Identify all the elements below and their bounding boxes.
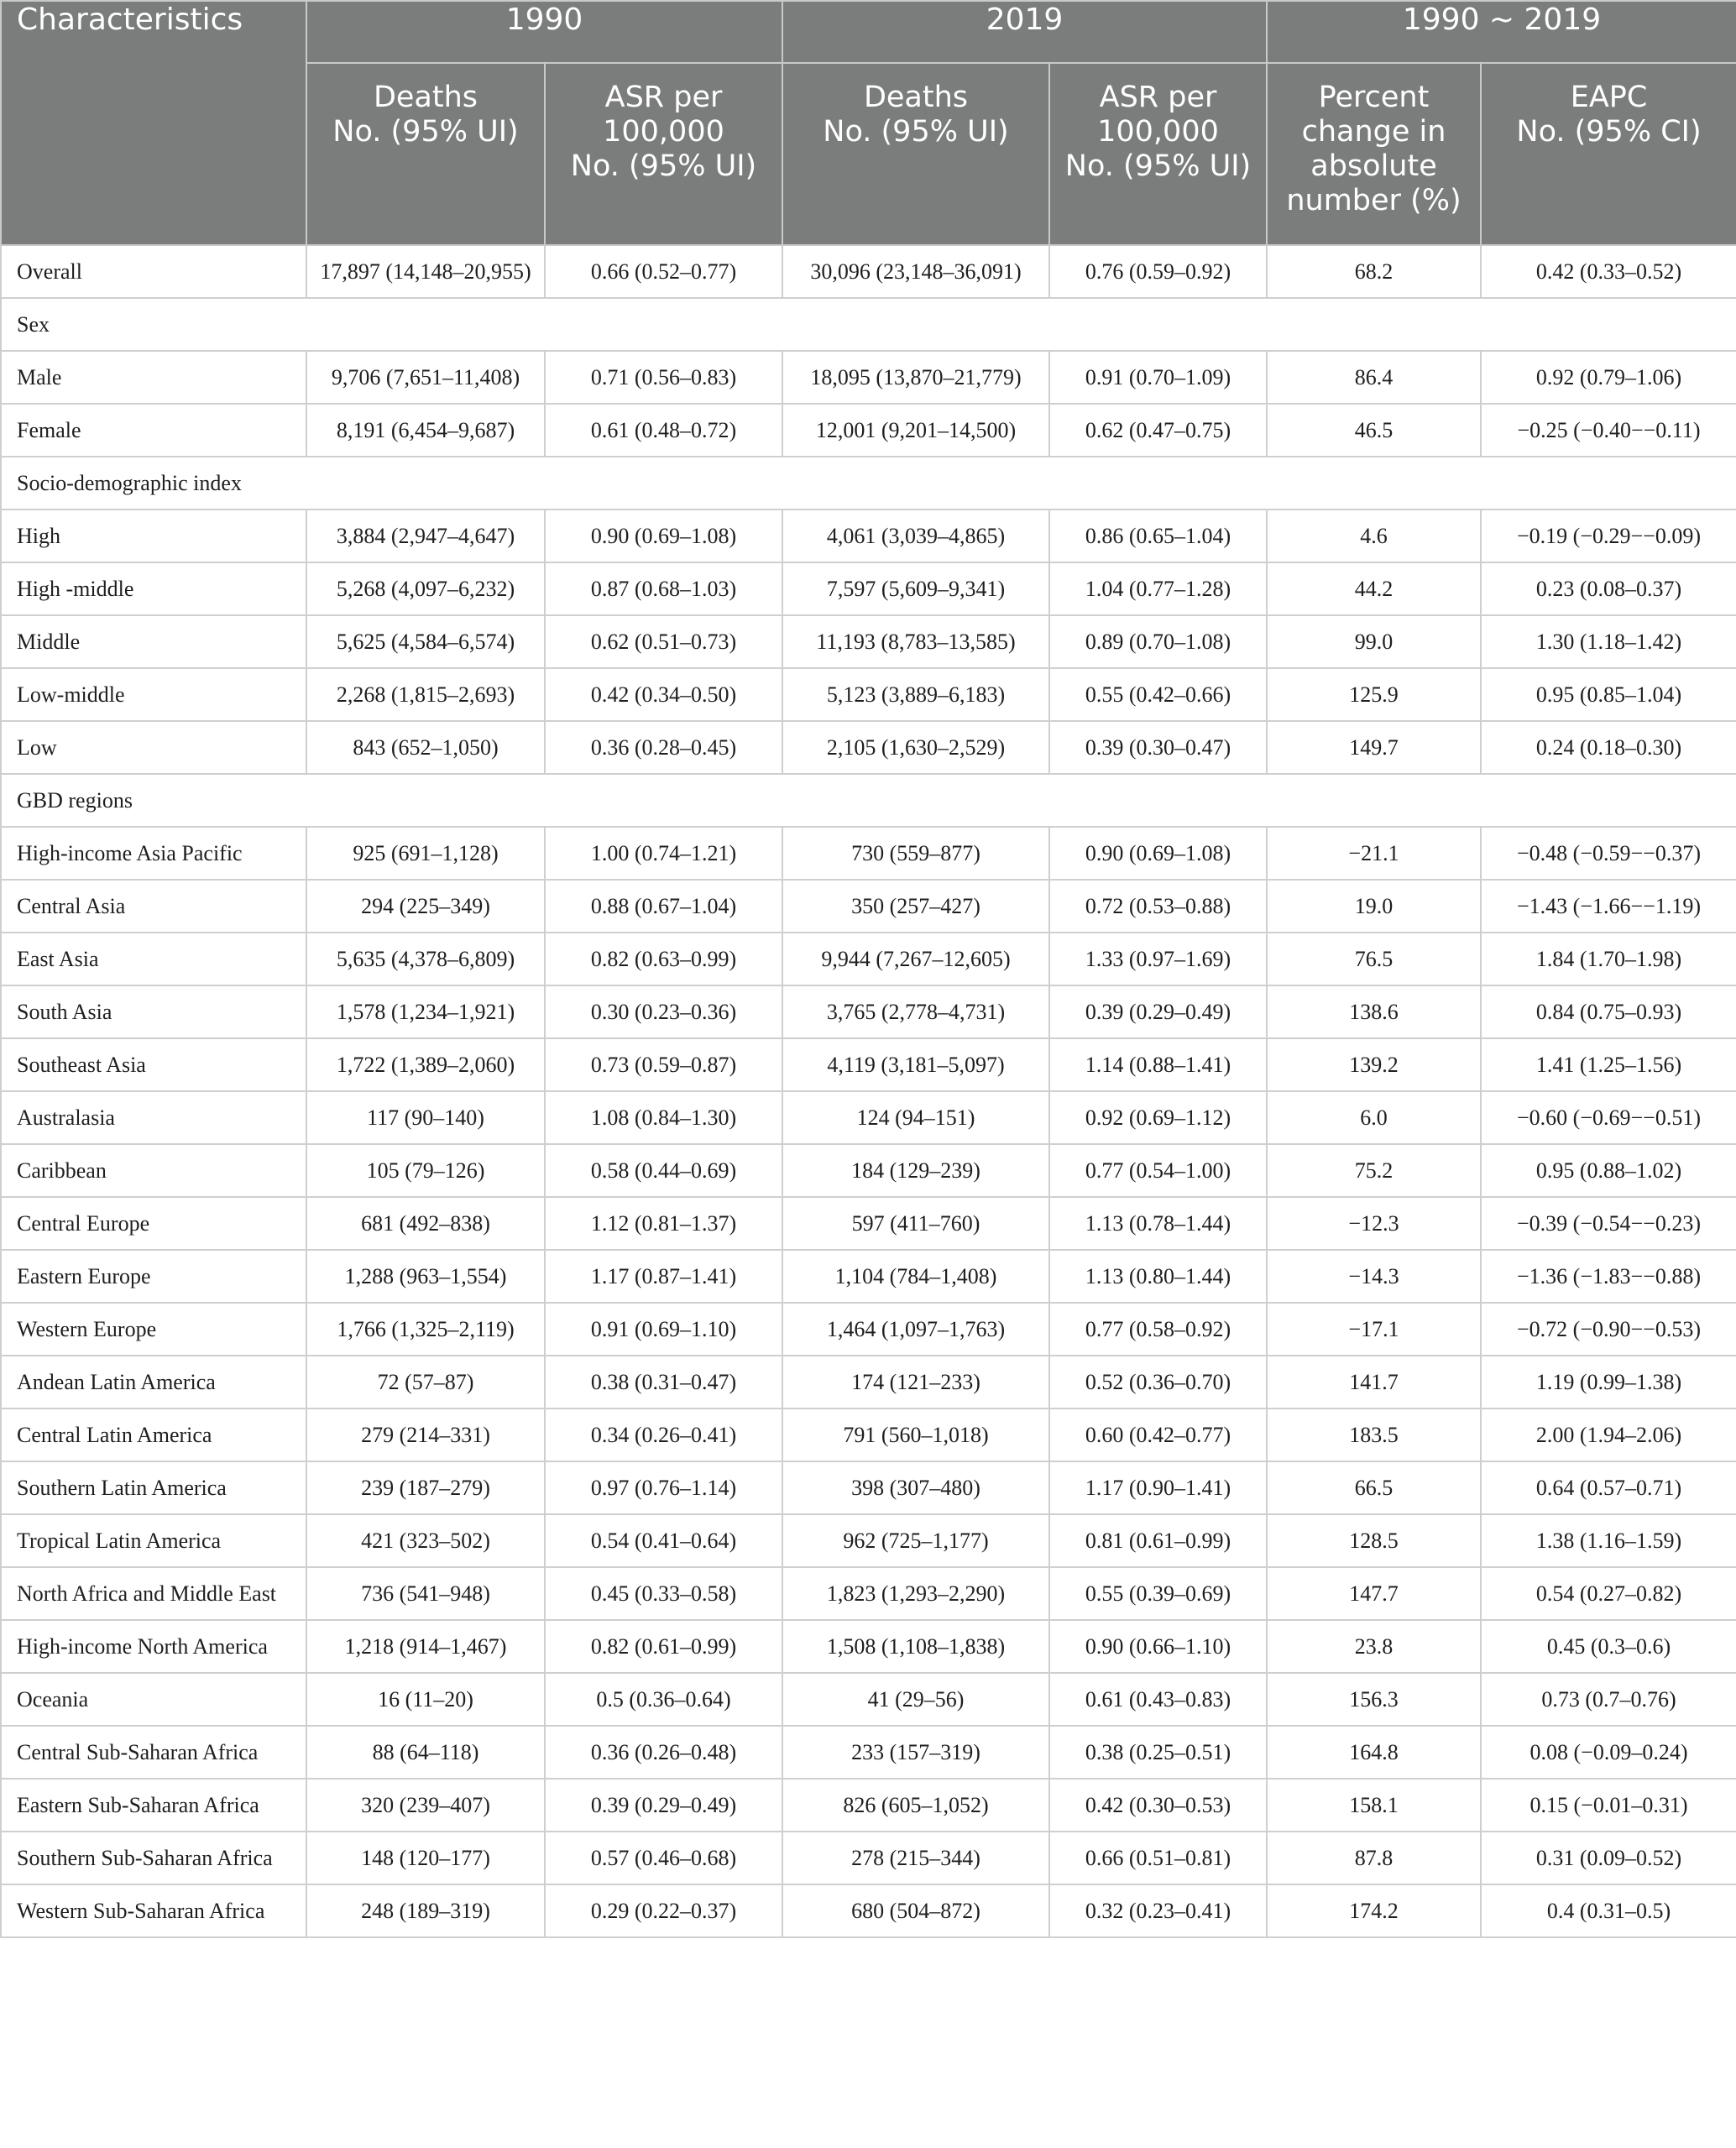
cell-eapc: −1.36 (−1.83−−0.88) xyxy=(1481,1250,1736,1303)
cell-characteristic: Western Sub-Saharan Africa xyxy=(1,1884,306,1937)
cell-percent-change: 147.7 xyxy=(1267,1567,1481,1620)
cell-characteristic: High xyxy=(1,510,306,562)
cell-deaths-1990: 3,884 (2,947–4,647) xyxy=(306,510,545,562)
cell-asr-1990: 0.57 (0.46–0.68) xyxy=(545,1832,782,1884)
cell-eapc: 0.64 (0.57–0.71) xyxy=(1481,1461,1736,1514)
cell-characteristic: Andean Latin America xyxy=(1,1356,306,1408)
section-label: Socio-demographic index xyxy=(1,457,1736,510)
cell-eapc: 1.30 (1.18–1.42) xyxy=(1481,615,1736,668)
header-line: Deaths xyxy=(863,81,969,114)
cell-percent-change: 75.2 xyxy=(1267,1144,1481,1197)
cell-asr-1990: 0.42 (0.34–0.50) xyxy=(545,668,782,721)
cell-deaths-2019: 2,105 (1,630–2,529) xyxy=(782,721,1049,774)
cell-deaths-1990: 1,578 (1,234–1,921) xyxy=(306,985,545,1038)
cell-characteristic: South Asia xyxy=(1,985,306,1038)
cell-percent-change: 86.4 xyxy=(1267,351,1481,404)
cell-asr-2019: 0.62 (0.47–0.75) xyxy=(1049,404,1267,457)
cell-deaths-2019: 9,944 (7,267–12,605) xyxy=(782,933,1049,985)
cell-characteristic: Western Europe xyxy=(1,1303,306,1356)
cell-asr-1990: 1.08 (0.84–1.30) xyxy=(545,1091,782,1144)
header-line: No. (95% UI) xyxy=(332,115,519,149)
cell-deaths-1990: 5,268 (4,097–6,232) xyxy=(306,562,545,615)
section-row xyxy=(1,457,1736,510)
cell-asr-2019: 0.60 (0.42–0.77) xyxy=(1049,1408,1267,1461)
header-line: Percent xyxy=(1318,81,1430,114)
cell-asr-1990: 0.87 (0.68–1.03) xyxy=(545,562,782,615)
cell-eapc: 1.19 (0.99–1.38) xyxy=(1481,1356,1736,1408)
cell-asr-1990: 1.17 (0.87–1.41) xyxy=(545,1250,782,1303)
cell-percent-change: 4.6 xyxy=(1267,510,1481,562)
table-row xyxy=(1,1197,1736,1250)
header-deaths-1990 xyxy=(306,63,545,245)
cell-eapc: 0.95 (0.88–1.02) xyxy=(1481,1144,1736,1197)
table-row xyxy=(1,1673,1736,1726)
table-row xyxy=(1,827,1736,880)
cell-characteristic: Central Europe xyxy=(1,1197,306,1250)
cell-deaths-1990: 105 (79–126) xyxy=(306,1144,545,1197)
cell-asr-2019: 0.77 (0.54–1.00) xyxy=(1049,1144,1267,1197)
table-row xyxy=(1,1884,1736,1937)
cell-asr-2019: 0.32 (0.23–0.41) xyxy=(1049,1884,1267,1937)
cell-percent-change: 6.0 xyxy=(1267,1091,1481,1144)
cell-asr-1990: 0.73 (0.59–0.87) xyxy=(545,1038,782,1091)
cell-deaths-1990: 279 (214–331) xyxy=(306,1408,545,1461)
cell-percent-change: −14.3 xyxy=(1267,1250,1481,1303)
cell-percent-change: 99.0 xyxy=(1267,615,1481,668)
table-row xyxy=(1,1620,1736,1673)
cell-deaths-1990: 736 (541–948) xyxy=(306,1567,545,1620)
cell-deaths-2019: 124 (94–151) xyxy=(782,1091,1049,1144)
header-percent-change xyxy=(1267,63,1481,245)
cell-characteristic: Female xyxy=(1,404,306,457)
cell-asr-2019: 0.39 (0.30–0.47) xyxy=(1049,721,1267,774)
cell-deaths-1990: 2,268 (1,815–2,693) xyxy=(306,668,545,721)
cell-deaths-1990: 88 (64–118) xyxy=(306,1726,545,1779)
table-row xyxy=(1,668,1736,721)
cell-asr-2019: 0.77 (0.58–0.92) xyxy=(1049,1303,1267,1356)
cell-characteristic: North Africa and Middle East xyxy=(1,1567,306,1620)
cell-asr-2019: 0.92 (0.69–1.12) xyxy=(1049,1091,1267,1144)
cell-deaths-1990: 294 (225–349) xyxy=(306,880,545,933)
cell-characteristic: Central Latin America xyxy=(1,1408,306,1461)
section-label: Sex xyxy=(1,298,1736,351)
cell-asr-1990: 0.71 (0.56–0.83) xyxy=(545,351,782,404)
cell-eapc: 0.23 (0.08–0.37) xyxy=(1481,562,1736,615)
cell-deaths-2019: 826 (605–1,052) xyxy=(782,1779,1049,1832)
cell-characteristic: Eastern Europe xyxy=(1,1250,306,1303)
table-row xyxy=(1,1250,1736,1303)
cell-asr-1990: 0.91 (0.69–1.10) xyxy=(545,1303,782,1356)
table-row xyxy=(1,1303,1736,1356)
cell-characteristic: Southern Latin America xyxy=(1,1461,306,1514)
cell-characteristic: Middle xyxy=(1,615,306,668)
cell-deaths-1990: 1,288 (963–1,554) xyxy=(306,1250,545,1303)
cell-asr-2019: 0.72 (0.53–0.88) xyxy=(1049,880,1267,933)
cell-asr-1990: 0.45 (0.33–0.58) xyxy=(545,1567,782,1620)
header-eapc xyxy=(1481,63,1736,245)
table-row xyxy=(1,1091,1736,1144)
cell-asr-2019: 0.89 (0.70–1.08) xyxy=(1049,615,1267,668)
cell-characteristic: Central Asia xyxy=(1,880,306,933)
cell-eapc: 0.95 (0.85–1.04) xyxy=(1481,668,1736,721)
table-row xyxy=(1,1514,1736,1567)
cell-percent-change: 164.8 xyxy=(1267,1726,1481,1779)
cell-asr-1990: 0.36 (0.28–0.45) xyxy=(545,721,782,774)
header-line: 100,000 xyxy=(603,115,724,149)
cell-asr-1990: 0.97 (0.76–1.14) xyxy=(545,1461,782,1514)
cell-percent-change: 125.9 xyxy=(1267,668,1481,721)
cell-deaths-2019: 3,765 (2,778–4,731) xyxy=(782,985,1049,1038)
cell-percent-change: 87.8 xyxy=(1267,1832,1481,1884)
cell-percent-change: −12.3 xyxy=(1267,1197,1481,1250)
cell-percent-change: 158.1 xyxy=(1267,1779,1481,1832)
cell-asr-1990: 0.62 (0.51–0.73) xyxy=(545,615,782,668)
cell-characteristic: Southern Sub-Saharan Africa xyxy=(1,1832,306,1884)
table-row xyxy=(1,1144,1736,1197)
cell-asr-2019: 0.61 (0.43–0.83) xyxy=(1049,1673,1267,1726)
cell-deaths-1990: 925 (691–1,128) xyxy=(306,827,545,880)
cell-percent-change: 66.5 xyxy=(1267,1461,1481,1514)
cell-eapc: 1.41 (1.25–1.56) xyxy=(1481,1038,1736,1091)
cell-characteristic: Low-middle xyxy=(1,668,306,721)
cell-asr-1990: 0.82 (0.61–0.99) xyxy=(545,1620,782,1673)
cell-characteristic: Caribbean xyxy=(1,1144,306,1197)
cell-deaths-1990: 681 (492–838) xyxy=(306,1197,545,1250)
cell-deaths-2019: 962 (725–1,177) xyxy=(782,1514,1049,1567)
header-line: ASR per xyxy=(604,81,723,114)
cell-percent-change: 156.3 xyxy=(1267,1673,1481,1726)
cell-asr-2019: 0.38 (0.25–0.51) xyxy=(1049,1726,1267,1779)
cell-asr-1990: 0.34 (0.26–0.41) xyxy=(545,1408,782,1461)
cell-eapc: −0.39 (−0.54−−0.23) xyxy=(1481,1197,1736,1250)
cell-eapc: 0.42 (0.33–0.52) xyxy=(1481,245,1736,298)
cell-asr-2019: 1.13 (0.80–1.44) xyxy=(1049,1250,1267,1303)
cell-percent-change: 141.7 xyxy=(1267,1356,1481,1408)
cell-deaths-2019: 398 (307–480) xyxy=(782,1461,1049,1514)
header-asr-1990 xyxy=(545,63,782,245)
cell-asr-1990: 0.5 (0.36–0.64) xyxy=(545,1673,782,1726)
cell-eapc: 2.00 (1.94–2.06) xyxy=(1481,1408,1736,1461)
cell-deaths-2019: 278 (215–344) xyxy=(782,1832,1049,1884)
header-line: number (%) xyxy=(1286,184,1461,217)
cell-characteristic: Tropical Latin America xyxy=(1,1514,306,1567)
cell-asr-1990: 0.82 (0.63–0.99) xyxy=(545,933,782,985)
cell-asr-1990: 0.30 (0.23–0.36) xyxy=(545,985,782,1038)
table-row xyxy=(1,510,1736,562)
cell-asr-1990: 1.00 (0.74–1.21) xyxy=(545,827,782,880)
cell-percent-change: −21.1 xyxy=(1267,827,1481,880)
cell-percent-change: 19.0 xyxy=(1267,880,1481,933)
cell-asr-2019: 0.90 (0.66–1.10) xyxy=(1049,1620,1267,1673)
header-line: ASR per xyxy=(1099,81,1217,114)
cell-asr-1990: 0.88 (0.67–1.04) xyxy=(545,880,782,933)
table-row xyxy=(1,933,1736,985)
table-row xyxy=(1,1779,1736,1832)
cell-characteristic: Eastern Sub-Saharan Africa xyxy=(1,1779,306,1832)
cell-characteristic: East Asia xyxy=(1,933,306,985)
cell-deaths-1990: 843 (652–1,050) xyxy=(306,721,545,774)
table-row xyxy=(1,615,1736,668)
cell-characteristic: Australasia xyxy=(1,1091,306,1144)
header-line: change in xyxy=(1301,115,1446,149)
table-row xyxy=(1,351,1736,404)
cell-deaths-1990: 117 (90–140) xyxy=(306,1091,545,1144)
cell-percent-change: 139.2 xyxy=(1267,1038,1481,1091)
cell-deaths-1990: 9,706 (7,651–11,408) xyxy=(306,351,545,404)
header-asr-2019 xyxy=(1049,63,1267,245)
cell-eapc: −0.60 (−0.69−−0.51) xyxy=(1481,1091,1736,1144)
table-row xyxy=(1,985,1736,1038)
cell-asr-2019: 1.04 (0.77–1.28) xyxy=(1049,562,1267,615)
cell-asr-1990: 0.90 (0.69–1.08) xyxy=(545,510,782,562)
cell-characteristic: High -middle xyxy=(1,562,306,615)
table-row xyxy=(1,1726,1736,1779)
cell-eapc: 0.31 (0.09–0.52) xyxy=(1481,1832,1736,1884)
cell-deaths-1990: 1,218 (914–1,467) xyxy=(306,1620,545,1673)
cell-asr-1990: 0.39 (0.29–0.49) xyxy=(545,1779,782,1832)
cell-deaths-2019: 1,508 (1,108–1,838) xyxy=(782,1620,1049,1673)
table-row xyxy=(1,1461,1736,1514)
table-row xyxy=(1,1038,1736,1091)
cell-deaths-2019: 597 (411–760) xyxy=(782,1197,1049,1250)
section-label: GBD regions xyxy=(1,774,1736,827)
cell-eapc: 0.54 (0.27–0.82) xyxy=(1481,1567,1736,1620)
cell-deaths-2019: 730 (559–877) xyxy=(782,827,1049,880)
header-line: No. (95% CI) xyxy=(1516,115,1702,149)
cell-eapc: −0.48 (−0.59−−0.37) xyxy=(1481,827,1736,880)
cell-percent-change: −17.1 xyxy=(1267,1303,1481,1356)
table-row xyxy=(1,245,1736,298)
cell-asr-1990: 0.38 (0.31–0.47) xyxy=(545,1356,782,1408)
cell-eapc: 1.84 (1.70–1.98) xyxy=(1481,933,1736,985)
cell-asr-2019: 0.42 (0.30–0.53) xyxy=(1049,1779,1267,1832)
cell-asr-2019: 0.76 (0.59–0.92) xyxy=(1049,245,1267,298)
header-characteristics: Characteristics xyxy=(1,1,306,245)
table-row xyxy=(1,1832,1736,1884)
cell-asr-2019: 0.39 (0.29–0.49) xyxy=(1049,985,1267,1038)
cell-eapc: −0.19 (−0.29−−0.09) xyxy=(1481,510,1736,562)
cell-asr-2019: 1.13 (0.78–1.44) xyxy=(1049,1197,1267,1250)
cell-deaths-2019: 184 (129–239) xyxy=(782,1144,1049,1197)
cell-asr-2019: 0.55 (0.42–0.66) xyxy=(1049,668,1267,721)
cell-asr-1990: 0.58 (0.44–0.69) xyxy=(545,1144,782,1197)
cell-percent-change: 174.2 xyxy=(1267,1884,1481,1937)
cell-eapc: 0.4 (0.31–0.5) xyxy=(1481,1884,1736,1937)
cell-eapc: 0.92 (0.79–1.06) xyxy=(1481,351,1736,404)
cell-deaths-2019: 41 (29–56) xyxy=(782,1673,1049,1726)
cell-percent-change: 46.5 xyxy=(1267,404,1481,457)
cell-deaths-2019: 7,597 (5,609–9,341) xyxy=(782,562,1049,615)
header-line: 100,000 xyxy=(1097,115,1219,149)
section-row xyxy=(1,774,1736,827)
cell-eapc: 0.15 (−0.01–0.31) xyxy=(1481,1779,1736,1832)
cell-percent-change: 76.5 xyxy=(1267,933,1481,985)
cell-asr-2019: 0.90 (0.69–1.08) xyxy=(1049,827,1267,880)
header-line: Deaths xyxy=(373,81,478,114)
cell-characteristic: High-income Asia Pacific xyxy=(1,827,306,880)
cell-deaths-1990: 239 (187–279) xyxy=(306,1461,545,1514)
cell-eapc: 0.45 (0.3–0.6) xyxy=(1481,1620,1736,1673)
cell-eapc: 0.08 (−0.09–0.24) xyxy=(1481,1726,1736,1779)
cell-deaths-2019: 1,823 (1,293–2,290) xyxy=(782,1567,1049,1620)
cell-asr-2019: 1.17 (0.90–1.41) xyxy=(1049,1461,1267,1514)
table-header xyxy=(1,1,1736,245)
header-line: No. (95% UI) xyxy=(823,115,1009,149)
cell-eapc: 0.84 (0.75–0.93) xyxy=(1481,985,1736,1038)
cell-asr-2019: 0.81 (0.61–0.99) xyxy=(1049,1514,1267,1567)
header-line: No. (95% UI) xyxy=(1064,149,1252,183)
cell-deaths-1990: 8,191 (6,454–9,687) xyxy=(306,404,545,457)
header-line: absolute xyxy=(1310,149,1437,183)
cell-deaths-2019: 1,464 (1,097–1,763) xyxy=(782,1303,1049,1356)
cell-deaths-2019: 5,123 (3,889–6,183) xyxy=(782,668,1049,721)
cell-deaths-1990: 1,722 (1,389–2,060) xyxy=(306,1038,545,1091)
cell-percent-change: 183.5 xyxy=(1267,1408,1481,1461)
table-body xyxy=(1,245,1736,1937)
header-deaths-2019 xyxy=(782,63,1049,245)
header-group-change: 1990 ~ 2019 xyxy=(1267,1,1736,63)
cell-deaths-1990: 148 (120–177) xyxy=(306,1832,545,1884)
cell-deaths-1990: 248 (189–319) xyxy=(306,1884,545,1937)
cell-characteristic: Male xyxy=(1,351,306,404)
cell-eapc: −0.25 (−0.40−−0.11) xyxy=(1481,404,1736,457)
table-row xyxy=(1,1408,1736,1461)
cell-eapc: 0.24 (0.18–0.30) xyxy=(1481,721,1736,774)
cell-asr-1990: 1.12 (0.81–1.37) xyxy=(545,1197,782,1250)
cell-deaths-2019: 11,193 (8,783–13,585) xyxy=(782,615,1049,668)
cell-deaths-1990: 72 (57–87) xyxy=(306,1356,545,1408)
cell-characteristic: Overall xyxy=(1,245,306,298)
cell-eapc: 0.73 (0.7–0.76) xyxy=(1481,1673,1736,1726)
cell-characteristic: Oceania xyxy=(1,1673,306,1726)
table-row xyxy=(1,1356,1736,1408)
cell-percent-change: 23.8 xyxy=(1267,1620,1481,1673)
cell-asr-2019: 1.33 (0.97–1.69) xyxy=(1049,933,1267,985)
cell-deaths-2019: 174 (121–233) xyxy=(782,1356,1049,1408)
cell-eapc: 1.38 (1.16–1.59) xyxy=(1481,1514,1736,1567)
cell-percent-change: 68.2 xyxy=(1267,245,1481,298)
cell-percent-change: 149.7 xyxy=(1267,721,1481,774)
cell-deaths-2019: 791 (560–1,018) xyxy=(782,1408,1049,1461)
cell-asr-1990: 0.29 (0.22–0.37) xyxy=(545,1884,782,1937)
cell-asr-2019: 1.14 (0.88–1.41) xyxy=(1049,1038,1267,1091)
table-row xyxy=(1,880,1736,933)
cell-asr-1990: 0.54 (0.41–0.64) xyxy=(545,1514,782,1567)
cell-deaths-1990: 1,766 (1,325–2,119) xyxy=(306,1303,545,1356)
cell-percent-change: 138.6 xyxy=(1267,985,1481,1038)
cell-percent-change: 44.2 xyxy=(1267,562,1481,615)
cell-characteristic: Southeast Asia xyxy=(1,1038,306,1091)
cell-asr-2019: 0.86 (0.65–1.04) xyxy=(1049,510,1267,562)
table-row xyxy=(1,562,1736,615)
cell-deaths-1990: 5,635 (4,378–6,809) xyxy=(306,933,545,985)
cell-eapc: −1.43 (−1.66−−1.19) xyxy=(1481,880,1736,933)
table-row xyxy=(1,721,1736,774)
cell-asr-2019: 0.91 (0.70–1.09) xyxy=(1049,351,1267,404)
header-line: EAPC xyxy=(1570,81,1648,114)
cell-asr-2019: 0.55 (0.39–0.69) xyxy=(1049,1567,1267,1620)
section-row xyxy=(1,298,1736,351)
cell-deaths-2019: 350 (257–427) xyxy=(782,880,1049,933)
cell-asr-1990: 0.66 (0.52–0.77) xyxy=(545,245,782,298)
cell-deaths-2019: 4,061 (3,039–4,865) xyxy=(782,510,1049,562)
cell-asr-2019: 0.52 (0.36–0.70) xyxy=(1049,1356,1267,1408)
cell-deaths-2019: 18,095 (13,870–21,779) xyxy=(782,351,1049,404)
cell-deaths-2019: 1,104 (784–1,408) xyxy=(782,1250,1049,1303)
cell-deaths-1990: 17,897 (14,148–20,955) xyxy=(306,245,545,298)
cell-deaths-2019: 12,001 (9,201–14,500) xyxy=(782,404,1049,457)
cell-deaths-2019: 4,119 (3,181–5,097) xyxy=(782,1038,1049,1091)
cell-deaths-2019: 680 (504–872) xyxy=(782,1884,1049,1937)
cell-characteristic: Low xyxy=(1,721,306,774)
cell-asr-2019: 0.66 (0.51–0.81) xyxy=(1049,1832,1267,1884)
cell-characteristic: High-income North America xyxy=(1,1620,306,1673)
cell-asr-1990: 0.36 (0.26–0.48) xyxy=(545,1726,782,1779)
cell-characteristic: Central Sub-Saharan Africa xyxy=(1,1726,306,1779)
cell-deaths-1990: 5,625 (4,584–6,574) xyxy=(306,615,545,668)
header-group-2019: 2019 xyxy=(782,1,1267,63)
cell-deaths-2019: 233 (157–319) xyxy=(782,1726,1049,1779)
header-group-1990: 1990 xyxy=(306,1,782,63)
cell-deaths-1990: 320 (239–407) xyxy=(306,1779,545,1832)
table-row xyxy=(1,404,1736,457)
cell-deaths-1990: 421 (323–502) xyxy=(306,1514,545,1567)
table-row xyxy=(1,1567,1736,1620)
cell-deaths-2019: 30,096 (23,148–36,091) xyxy=(782,245,1049,298)
cell-asr-1990: 0.61 (0.48–0.72) xyxy=(545,404,782,457)
header-line: No. (95% UI) xyxy=(570,149,757,183)
cell-deaths-1990: 16 (11–20) xyxy=(306,1673,545,1726)
cell-percent-change: 128.5 xyxy=(1267,1514,1481,1567)
cell-eapc: −0.72 (−0.90−−0.53) xyxy=(1481,1303,1736,1356)
